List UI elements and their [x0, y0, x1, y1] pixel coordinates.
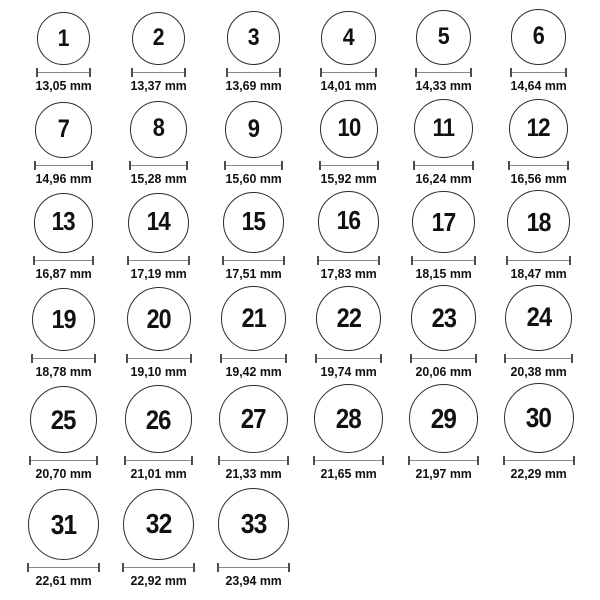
- ring-circle: [37, 12, 90, 65]
- ring-size-number: 4: [342, 23, 354, 51]
- diameter-label: 15,92 mm: [320, 171, 377, 186]
- diameter-measure-line: [217, 563, 291, 572]
- ring-size-cell-5: [396, 3, 491, 94]
- ring-size-cell-27: [206, 380, 301, 482]
- ring-size-number: 7: [57, 115, 70, 143]
- ring-size-cell-7: [16, 94, 111, 187]
- ring-size-cell-1: [16, 3, 111, 94]
- diameter-label: 21,97 mm: [415, 466, 472, 481]
- diameter-label: 17,83 mm: [320, 266, 377, 281]
- diameter-label: 18,78 mm: [35, 364, 92, 379]
- diameter-label: 19,10 mm: [130, 364, 187, 379]
- diameter-label: 14,96 mm: [35, 171, 92, 186]
- diameter-label: 19,74 mm: [320, 364, 377, 379]
- ring-circle: [321, 11, 375, 65]
- ring-size-cell-19: [16, 282, 111, 380]
- ring-circle: [30, 386, 97, 453]
- ring-size-cell-15: [206, 187, 301, 282]
- ring-size-cell-31: [16, 482, 111, 589]
- diameter-measure-line: [503, 456, 575, 465]
- diameter-measure-line: [504, 354, 572, 363]
- diameter-measure-line: [131, 68, 186, 77]
- diameter-label: 18,15 mm: [415, 266, 472, 281]
- diameter-measure-line: [34, 161, 92, 170]
- diameter-label: 22,61 mm: [35, 573, 92, 588]
- diameter-measure-line: [317, 256, 381, 265]
- ring-size-number: 26: [146, 403, 171, 435]
- ring-size-cell-6: [491, 3, 586, 94]
- diameter-measure-line: [33, 256, 95, 265]
- diameter-label: 22,92 mm: [130, 573, 187, 588]
- ring-size-number: 14: [146, 208, 171, 236]
- diameter-measure-line: [36, 68, 91, 77]
- diameter-measure-line: [411, 256, 475, 265]
- diameter-measure-line: [226, 68, 282, 77]
- ring-circle: [412, 191, 474, 253]
- ring-circle: [128, 193, 188, 253]
- diameter-label: 14,01 mm: [320, 78, 377, 93]
- ring-circle: [416, 10, 471, 65]
- ring-circle: [221, 286, 286, 351]
- ring-size-number: 25: [51, 403, 76, 435]
- ring-size-cell-2: [111, 3, 206, 94]
- ring-size-number: 28: [335, 402, 362, 434]
- diameter-measure-line: [220, 354, 287, 363]
- ring-circle: [409, 384, 478, 453]
- diameter-measure-line: [124, 456, 194, 465]
- ring-size-cell-3: [206, 3, 301, 94]
- ring-size-cell-14: [111, 187, 206, 282]
- ring-size-number: 22: [336, 303, 361, 334]
- diameter-label: 21,01 mm: [130, 466, 187, 481]
- ring-circle: [314, 384, 383, 453]
- ring-circle: [127, 287, 191, 351]
- ring-circle: [318, 191, 380, 253]
- diameter-label: 20,06 mm: [415, 364, 472, 379]
- diameter-label: 15,60 mm: [225, 171, 282, 186]
- ring-size-cell-11: [396, 94, 491, 187]
- ring-circle: [227, 11, 281, 65]
- ring-size-number: 8: [152, 115, 165, 143]
- ring-size-cell-18: [491, 187, 586, 282]
- ring-size-number: 23: [431, 302, 456, 333]
- diameter-measure-line: [218, 456, 288, 465]
- diameter-measure-line: [508, 161, 569, 170]
- ring-size-cell-4: [301, 3, 396, 94]
- ring-size-number: 6: [532, 22, 545, 50]
- ring-size-number: 21: [241, 303, 266, 334]
- ring-size-row: [16, 3, 600, 94]
- diameter-label: 14,64 mm: [510, 78, 567, 93]
- diameter-measure-line: [27, 563, 100, 572]
- diameter-measure-line: [31, 354, 96, 363]
- diameter-measure-line: [506, 256, 571, 265]
- ring-size-number: 9: [247, 114, 260, 143]
- ring-circle: [511, 9, 567, 65]
- diameter-measure-line: [126, 354, 192, 363]
- ring-size-number: 31: [50, 508, 77, 540]
- ring-size-cell-25: [16, 380, 111, 482]
- ring-circle: [123, 489, 194, 560]
- diameter-measure-line: [122, 563, 195, 572]
- ring-circle: [411, 285, 477, 351]
- ring-size-cell-21: [206, 282, 301, 380]
- diameter-label: 20,70 mm: [35, 466, 92, 481]
- ring-circle: [414, 99, 473, 158]
- ring-size-number: 18: [526, 206, 551, 237]
- ring-circle: [507, 190, 570, 253]
- diameter-label: 23,94 mm: [225, 573, 282, 588]
- ring-size-row: [16, 482, 600, 589]
- diameter-measure-line: [410, 354, 478, 363]
- ring-size-number: 13: [51, 208, 76, 237]
- diameter-measure-line: [129, 161, 188, 170]
- diameter-label: 14,33 mm: [415, 78, 472, 93]
- ring-size-number: 1: [58, 24, 69, 52]
- ring-circle: [28, 489, 99, 560]
- diameter-measure-line: [224, 161, 283, 170]
- ring-size-number: 2: [153, 24, 164, 52]
- ring-size-cell-22: [301, 282, 396, 380]
- ring-size-number: 29: [430, 402, 457, 434]
- ring-size-cell-30: [491, 380, 586, 482]
- diameter-measure-line: [313, 456, 384, 465]
- ring-size-cell-8: [111, 94, 206, 187]
- ring-size-number: 30: [525, 402, 552, 434]
- ring-circle: [35, 102, 91, 158]
- diameter-label: 18,47 mm: [510, 266, 567, 281]
- ring-size-number: 3: [248, 24, 259, 51]
- ring-size-cell-24: [491, 282, 586, 380]
- diameter-label: 22,29 mm: [510, 466, 567, 481]
- ring-size-cell-28: [301, 380, 396, 482]
- ring-size-cell-20: [111, 282, 206, 380]
- diameter-label: 16,87 mm: [35, 266, 92, 281]
- diameter-label: 17,19 mm: [130, 266, 187, 281]
- ring-size-row: [16, 94, 600, 187]
- diameter-label: 15,28 mm: [130, 171, 187, 186]
- ring-size-cell-9: [206, 94, 301, 187]
- ring-size-number: 27: [241, 403, 266, 435]
- ring-size-number: 17: [431, 206, 456, 237]
- diameter-label: 13,69 mm: [225, 78, 282, 93]
- ring-size-number: 16: [336, 207, 361, 236]
- ring-size-row: [16, 282, 600, 380]
- diameter-label: 21,33 mm: [225, 466, 282, 481]
- ring-size-cell-23: [396, 282, 491, 380]
- diameter-label: 16,56 mm: [510, 171, 567, 186]
- diameter-label: 16,24 mm: [415, 171, 472, 186]
- ring-size-number: 5: [437, 23, 450, 51]
- ring-circle: [219, 385, 287, 453]
- diameter-measure-line: [319, 161, 379, 170]
- ring-circle: [218, 488, 290, 560]
- diameter-label: 13,37 mm: [130, 78, 187, 93]
- ring-size-number: 32: [145, 508, 172, 540]
- ring-size-cell-26: [111, 380, 206, 482]
- diameter-label: 19,42 mm: [225, 364, 282, 379]
- ring-size-number: 15: [241, 207, 266, 236]
- ring-size-cell-17: [396, 187, 491, 282]
- ring-circle: [509, 99, 568, 158]
- ring-size-number: 20: [146, 303, 171, 334]
- diameter-label: 20,38 mm: [510, 364, 567, 379]
- ring-circle: [132, 12, 185, 65]
- ring-size-number: 11: [432, 114, 455, 143]
- ring-circle: [125, 385, 193, 453]
- ring-size-cell-12: [491, 94, 586, 187]
- ring-circle: [32, 288, 95, 351]
- ring-size-number: 33: [240, 508, 267, 540]
- ring-circle: [223, 192, 284, 253]
- diameter-measure-line: [127, 256, 189, 265]
- ring-size-row: [16, 187, 600, 282]
- ring-size-number: 10: [337, 114, 360, 143]
- diameter-measure-line: [510, 68, 568, 77]
- diameter-measure-line: [413, 161, 474, 170]
- ring-size-cell-33: [206, 482, 301, 589]
- ring-size-number: 19: [51, 304, 76, 335]
- diameter-label: 21,65 mm: [320, 466, 377, 481]
- ring-size-cell-10: [301, 94, 396, 187]
- ring-circle: [320, 100, 378, 158]
- ring-size-row: [16, 380, 600, 482]
- ring-circle: [316, 286, 381, 351]
- ring-size-number: 24: [526, 302, 551, 333]
- ring-circle: [504, 383, 574, 453]
- ring-size-cell-13: [16, 187, 111, 282]
- diameter-label: 17,51 mm: [225, 266, 282, 281]
- diameter-measure-line: [320, 68, 376, 77]
- diameter-measure-line: [408, 456, 479, 465]
- ring-size-cell-32: [111, 482, 206, 589]
- ring-size-cell-16: [301, 187, 396, 282]
- ring-circle: [505, 285, 571, 351]
- ring-circle: [130, 101, 187, 158]
- diameter-measure-line: [222, 256, 285, 265]
- ring-circle: [34, 193, 94, 253]
- diameter-label: 13,05 mm: [35, 78, 92, 93]
- diameter-measure-line: [315, 354, 382, 363]
- diameter-measure-line: [29, 456, 98, 465]
- ring-circle: [225, 101, 282, 158]
- ring-size-number: 12: [526, 113, 551, 142]
- diameter-measure-line: [415, 68, 472, 77]
- ring-size-cell-29: [396, 380, 491, 482]
